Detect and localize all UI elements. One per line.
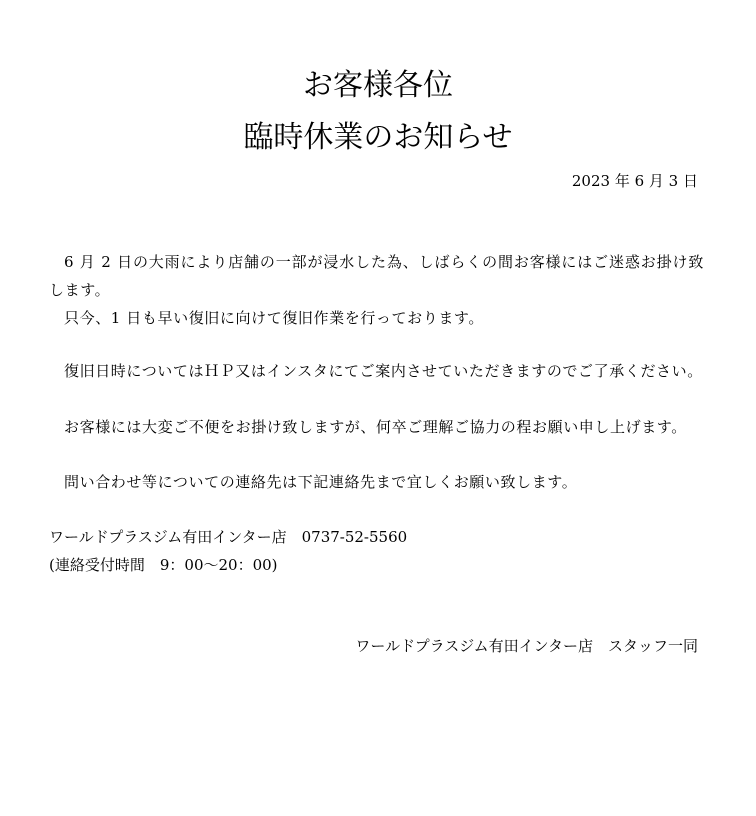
paragraph-apology: お客様には大変ご不便をお掛け致しますが、何卒ご理解ご協力の程お願い申し上げます。 [64, 418, 687, 436]
notice-addressee: お客様各位 [303, 68, 453, 103]
paragraph-reopen-info: 復旧日時についてはＨＰ又はインスタにてご案内させていただきますのでご了承ください。 [64, 362, 703, 380]
notice-title: 臨時休業のお知らせ [243, 120, 513, 155]
contact-hours: (連絡受付時間 9：00〜20：00) [49, 556, 278, 574]
contact-store-phone: ワールドプラスジム有田インター店 0737-52-5560 [49, 528, 408, 546]
paragraph-recovery-work: 只今、1 日も早い復旧に向けて復旧作業を行っております。 [64, 309, 484, 327]
paragraph-contact-intro: 問い合わせ等についての連絡先は下記連絡先まで宜しくお願い致します。 [64, 473, 578, 491]
paragraph-flood-notice: 6 月 2 日の大雨により店舗の一部が浸水した為、しばらくの間お客様にはご迷惑お掛け致します。 [49, 253, 704, 299]
signature: ワールドプラスジム有田インター店 スタッフ一同 [355, 637, 698, 655]
notice-date: 2023 年 6 月 3 日 [571, 172, 698, 190]
